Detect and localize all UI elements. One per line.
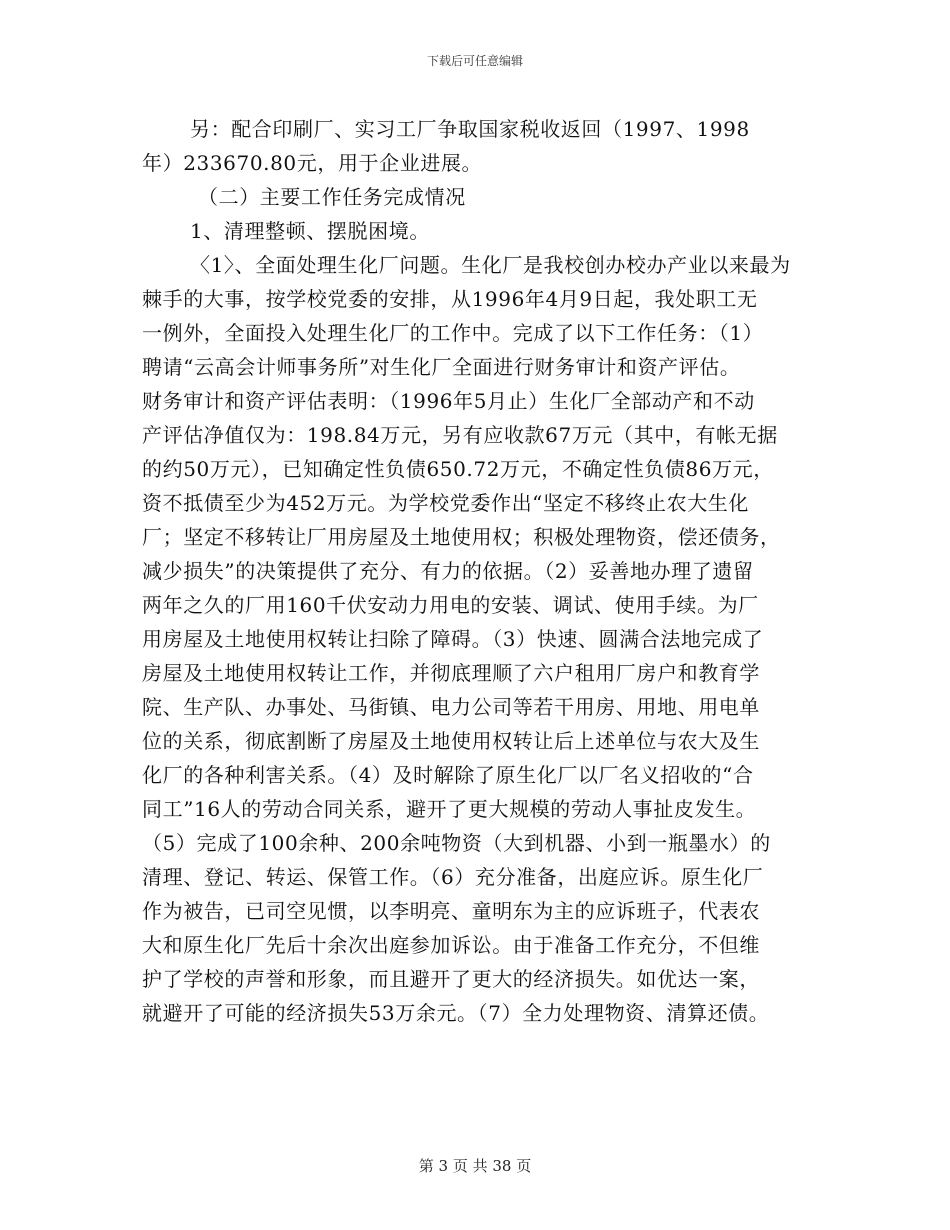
body-line: 大和原生化厂先后十余次出庭参加诉讼。由于准备工作充分，不但维: [142, 933, 760, 957]
body-line: 年）233670.80元，用于企业进展。: [142, 151, 483, 175]
body-line: 位的关系，彻底割断了房屋及土地使用权转让后上述单位与农大及生: [142, 729, 760, 753]
body-line: 产评估净值仅为：198.84万元，另有应收款67万元（其中，有帐无据: [142, 423, 778, 447]
body-line: 清理、登记、转运、保管工作。（6）充分准备，出庭应诉。原生化厂: [142, 865, 764, 889]
section-heading: （二）主要工作任务完成情况: [198, 185, 466, 209]
body-line: 棘手的大事，按学校党委的安排，从1996年4月9日起，我处职工无: [142, 287, 758, 311]
body-line: 作为被告，已司空见惯，以李明亮、童明东为主的应诉班子，代表农: [142, 899, 760, 923]
body-line: 〈1〉、全面处理生化厂问题。生化厂是我校创办校办产业以来最为: [190, 253, 791, 277]
body-line: 两年之久的厂用160千伏安动力用电的安装、调试、使用手续。为厂: [142, 593, 759, 617]
body-line: 财务审计和资产评估表明：（1996年5月止）生化厂全部动产和不动: [142, 389, 755, 413]
body-line: 房屋及土地使用权转让工作，并彻底理顺了六户租用厂房户和教育学: [142, 661, 760, 685]
body-line: 用房屋及土地使用权转让扫除了障碍。（3）快速、圆满合法地完成了: [142, 627, 764, 651]
body-line: 另：配合印刷厂、实习工厂争取国家税收返回（1997、1998: [190, 117, 750, 141]
body-line: 一例外，全面投入处理生化厂的工作中。完成了以下工作任务：（1）: [142, 321, 764, 345]
body-line: 就避开了可能的经济损失53万余元。（7）全力处理物资、清算还债。: [142, 1001, 770, 1025]
body-line: 同工”16人的劳动合同关系，避开了更大规模的劳动人事扯皮发生。: [142, 797, 757, 821]
page-number-footer: 第 3 页 共 38 页: [418, 1157, 532, 1175]
page-header-note: 下载后可任意编辑: [426, 54, 523, 68]
subsection-heading: 1、清理整顿、摆脱困境。: [190, 219, 430, 243]
body-line: 资不抵债至少为452万元。为学校党委作出“坚定不移终止农大生化: [142, 491, 749, 515]
body-line: 院、生产队、办事处、马街镇、电力公司等若干用房、用地、用电单: [142, 695, 760, 719]
document-body: [142, 112, 812, 1030]
body-line: 减少损失”的决策提供了充分、有力的依据。（2）妥善地办理了遗留: [142, 559, 754, 583]
body-line: 聘请“云高会计师事务所”对生化厂全面进行财务审计和资产评估。: [142, 355, 741, 379]
body-line: 厂；坚定不移转让厂用房屋及土地使用权；积极处理物资，偿还债务，: [142, 525, 781, 549]
body-line: 护了学校的声誉和形象，而且避开了更大的经济损失。如优达一案，: [142, 967, 760, 991]
body-line: 的约50万元），已知确定性负债650.72万元，不确定性负债86万元，: [142, 457, 774, 481]
body-line: （5）完成了100余种、200余吨物资（大到机器、小到一瓶墨水）的: [142, 831, 771, 855]
body-line: 化厂的各种利害关系。（4）及时解除了原生化厂以厂名义招收的“合: [142, 763, 754, 787]
